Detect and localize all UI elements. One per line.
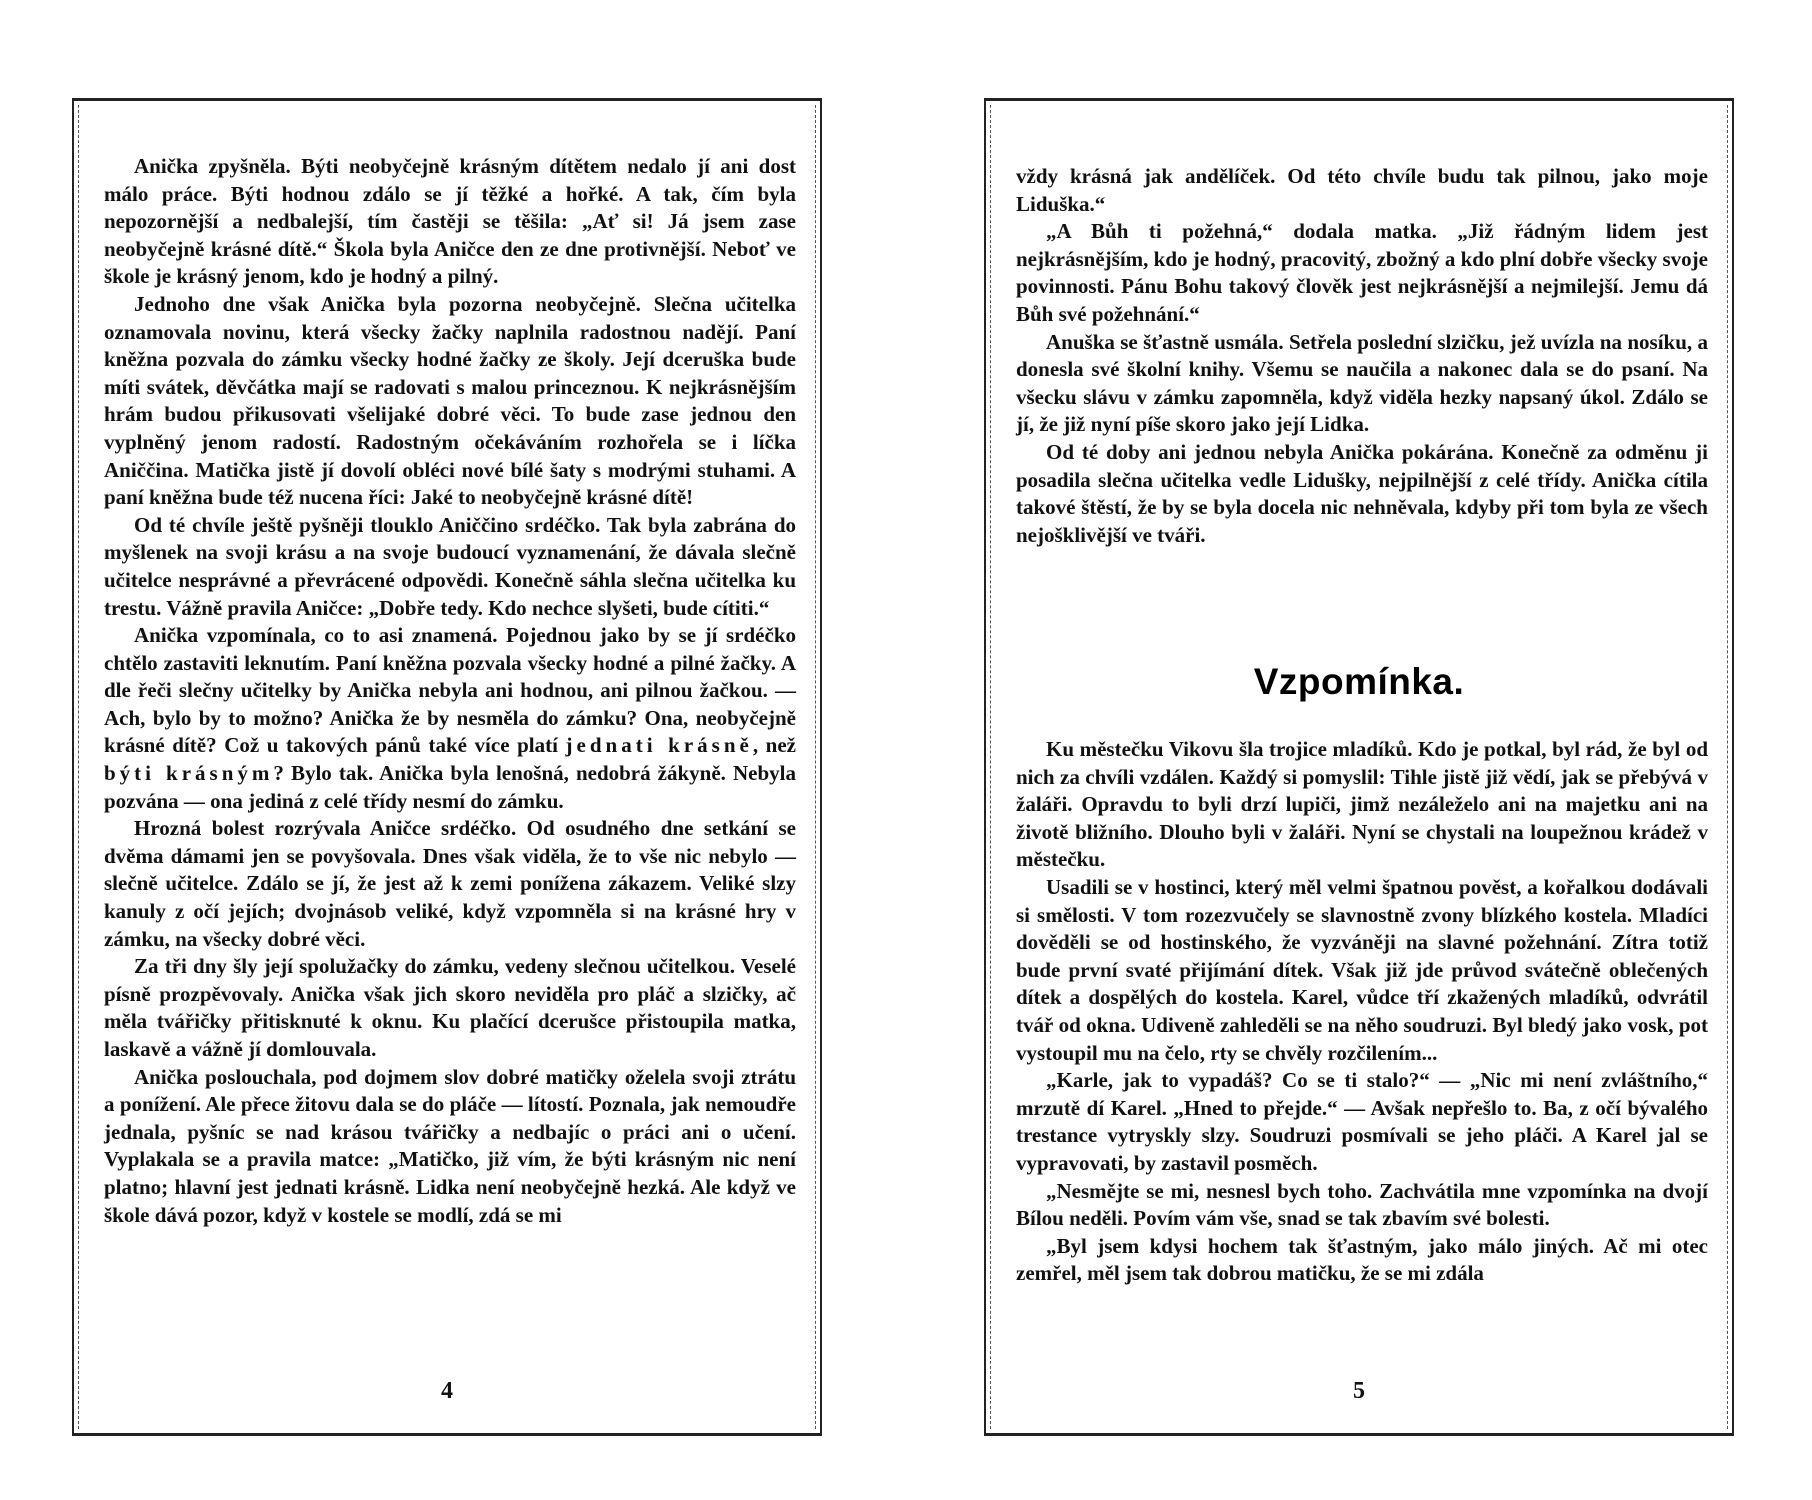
left-page-text xyxy=(104,153,796,1229)
paragraph: Od té chvíle ještě pyšněji tlouklo Aniččino srdéčko. Tak byla zabrána do myšlenek na svoji krásu a na svoje budoucí vyznamenání, že dávala slečně učitelce nesprávné a převrácené odpovědi. Konečně sáhla slečna učitelka ku trestu. Vážně pravila Aničce: „Dobře tedy. Kdo nechce slyšeti, bude cítiti.“ xyxy=(104,512,796,620)
paragraph: Anička zpyšněla. Býti neobyčejně krásným dítětem nedalo jí ani dost málo práce. Býti hodnou zdálo se jí těžké a hořké. A tak, čím byla nepozornější a nedbalejší, tím častěji se těšila: „Ať si! Já jsem zase neobyčejně krásné dítě.“ Škola byla Aničce den ze dne protivnější. Neboť ve škole je krásný jenom, kdo je hodný a pilný. xyxy=(104,154,796,289)
paragraph: Od té doby ani jednou nebyla Anička pokárána. Konečně za odměnu ji posadila slečna učitelka vedle Lidušky, nejpilnější z celé třídy. Anička cítila takové štěstí, že by se byla docela nic nehněvala, kdyby při tom byla ze všech nejošklivější ve tváři. xyxy=(1016,439,1708,547)
text-run: ? Bylo tak. Anička byla lenošná, nedobrá žákyně. Nebyla pozvána — ona jediná z celé třídy nesmí do zámku. xyxy=(104,761,796,813)
right-page xyxy=(984,98,1734,1436)
paragraph: Anuška se šťastně usmála. Setřela poslední slzičku, jež uvízla na nosíku, a donesla své školní knihy. Všemu se naučila a nakonec dala se do psaní. Na všecku slávu v zámku zapomněla, když viděla hezky napsaný úkol. Zdálo se jí, že již nyní píše skoro jako její Lidka. xyxy=(1016,329,1708,437)
left-page xyxy=(72,98,822,1436)
page-number: 5 xyxy=(1353,1378,1365,1404)
paragraph: „Karle, jak to vypadáš? Co se ti stalo?“ — „Nic mi není zvláštního,“ mrzutě dí Karel. „Hned to přejde.“ — Avšak nepřešlo to. Ba, z očí bývalého trestance vytryskly slzy. Soudruzi posmívali se jeho pláči. A Karel jal se vypravovati, by zastavil posměch. xyxy=(1016,1068,1708,1175)
paragraph: Ku městečku Vikovu šla trojice mladíků. Kdo je potkal, byl rád, že byl od nich za chvíli vzdálen. Každý si pomyslil: Tihle jistě již vědí, jak se přebývá v žaláři. Opravdu to byli drzí lupiči, jimž nezáleželo ani na majetku ani na životě bližního. Dlouho byli v žaláři. Nyní se chystali na loupežnou krádež v městečku. xyxy=(1016,737,1708,872)
paragraph: Usadili se v hostinci, který měl velmi špatnou pověst, a kořalkou dodávali si smělosti. V tom rozezvučely se slavnostně zvony blízkého kostela. Mladíci dověděli se od hostinského, že vyzváněji na slavné požehnání. Zítra totiž bude první svaté přijímání dítek. Však již jde průvod svátečně oblečených dítek a dospělých do kostela. Karel, vůdce tří zkažených mladíků, odvrátil tvář od okna. Udiveně zahleděli se na něho soudruzi. Byl bledý jako vosk, pot vystoupil mu na čelo, rty se chvěly rozčilením... xyxy=(1016,874,1708,1065)
text-run: Anička vzpomínala, co to asi znamená. Pojednou jako by se jí srdéčko chtělo zastaviti leknutím. Paní kněžna pozvala všecky hodné a pilné žačky. A dle řeči slečny učitelky by Anička nebyla ani hodnou, ani pilnou žačkou. — Ach, bylo by to možno? Anička že by nesměla do zámku? Ona, neobyčejně krásné dítě? Což u takových pánů také více platí xyxy=(104,623,796,758)
chapter-title: Vzpomínka. xyxy=(1253,661,1465,702)
paragraph: Za tři dny šly její spolužačky do zámku, vedeny slečnou učitelkou. Veselé písně prozpěvovaly. Anička však jich skoro neviděla pro pláč a slzičky, ač měla tvářičky přitisknuté k oknu. Ku plačící dcerušce přistoupila matka, laskavě a vážně jí domlouvala. xyxy=(104,954,796,1061)
right-page-text-top xyxy=(1016,163,1708,549)
paragraph: „Nesmějte se mi, nesnesl bych toho. Zachvátila mne vzpomínka na dvojí Bílou neděli. Povím vám vše, snad se tak zbavím své bolesti. xyxy=(1016,1178,1708,1231)
paragraph: Hrozná bolest rozrývala Aničce srdéčko. Od osudného dne setkání se dvěma dámami jen se povyšovala. Dnes však viděla, že to vše nic nebylo — slečně učitelce. Zdálo se jí, že jest až k zemi ponížena zákazem. Veliké slzy kanuly z očí jejích; dvojnásob veliké, když vzpomněla si na krásné hry v zámku, na všecky dobré věci. xyxy=(104,816,796,951)
paragraph: „Byl jsem kdysi hochem tak šťastným, jako málo jiných. Ač mi otec zemřel, měl jsem tak dobrou matičku, že se mi zdála xyxy=(1016,1233,1708,1286)
page-number: 4 xyxy=(441,1378,453,1404)
paragraph xyxy=(104,622,796,815)
emphasized-text: jednati krásně xyxy=(565,733,753,758)
paragraph: „A Bůh ti požehná,“ dodala matka. „Již řádným lidem jest nejkrásnějším, kdo je hodný, pracovitý, zbožný a kdo plní dobře všecky svoje povinnosti. Pánu Bohu takový člověk jest nejkrásnější a nejmilejší. Jemu dá Bůh své požehnání.“ xyxy=(1016,219,1708,326)
emphasized-text: býti krásným xyxy=(104,761,274,786)
paragraph: Anička poslouchala, pod dojmem slov dobré matičky oželela svoji ztrátu a ponížení. Ale přece žitovu dala se do pláče — lítostí. Poznala, jak nemoudře jednala, pyšníc se nad krásou tvářičky a nedbajíc o práci ani o učení. Vyplakala se a pravila matce: „Matičko, již vím, že býti krásným nic není platno; hlavní jest jednati krásně. Lidka není neobyčejně hezká. Ale když ve škole dává pozor, když v kostele se modlí, zdá se mi xyxy=(104,1064,796,1227)
text-run: , než xyxy=(752,733,796,758)
paragraph: Jednoho dne však Anička byla pozorna neobyčejně. Slečna učitelka oznamovala novinu, která všecky žačky naplnila radostnou nadějí. Paní kněžna pozvala do zámku všecky hodné žačky ze školy. Její dceruška bude míti svátek, děvčátka mají se radovati s malou princeznou. K nejkrásnějším hrám budou přikusovati všelijaké dobré věci. To bude zase jednou den vyplněný jenom radostí. Radostným očekáváním rozhořela se i líčka Aniččina. Matička jistě jí dovolí obléci nové bílé šaty s modrými stuhami. A paní kněžna bude též nucena říci: Jaké to neobyčejně krásné dítě! xyxy=(104,291,796,510)
right-page-text-bottom xyxy=(1016,736,1708,1288)
paragraph: vždy krásná jak andělíček. Od této chvíle budu tak pilnou, jako moje Liduška.“ xyxy=(1016,164,1708,216)
